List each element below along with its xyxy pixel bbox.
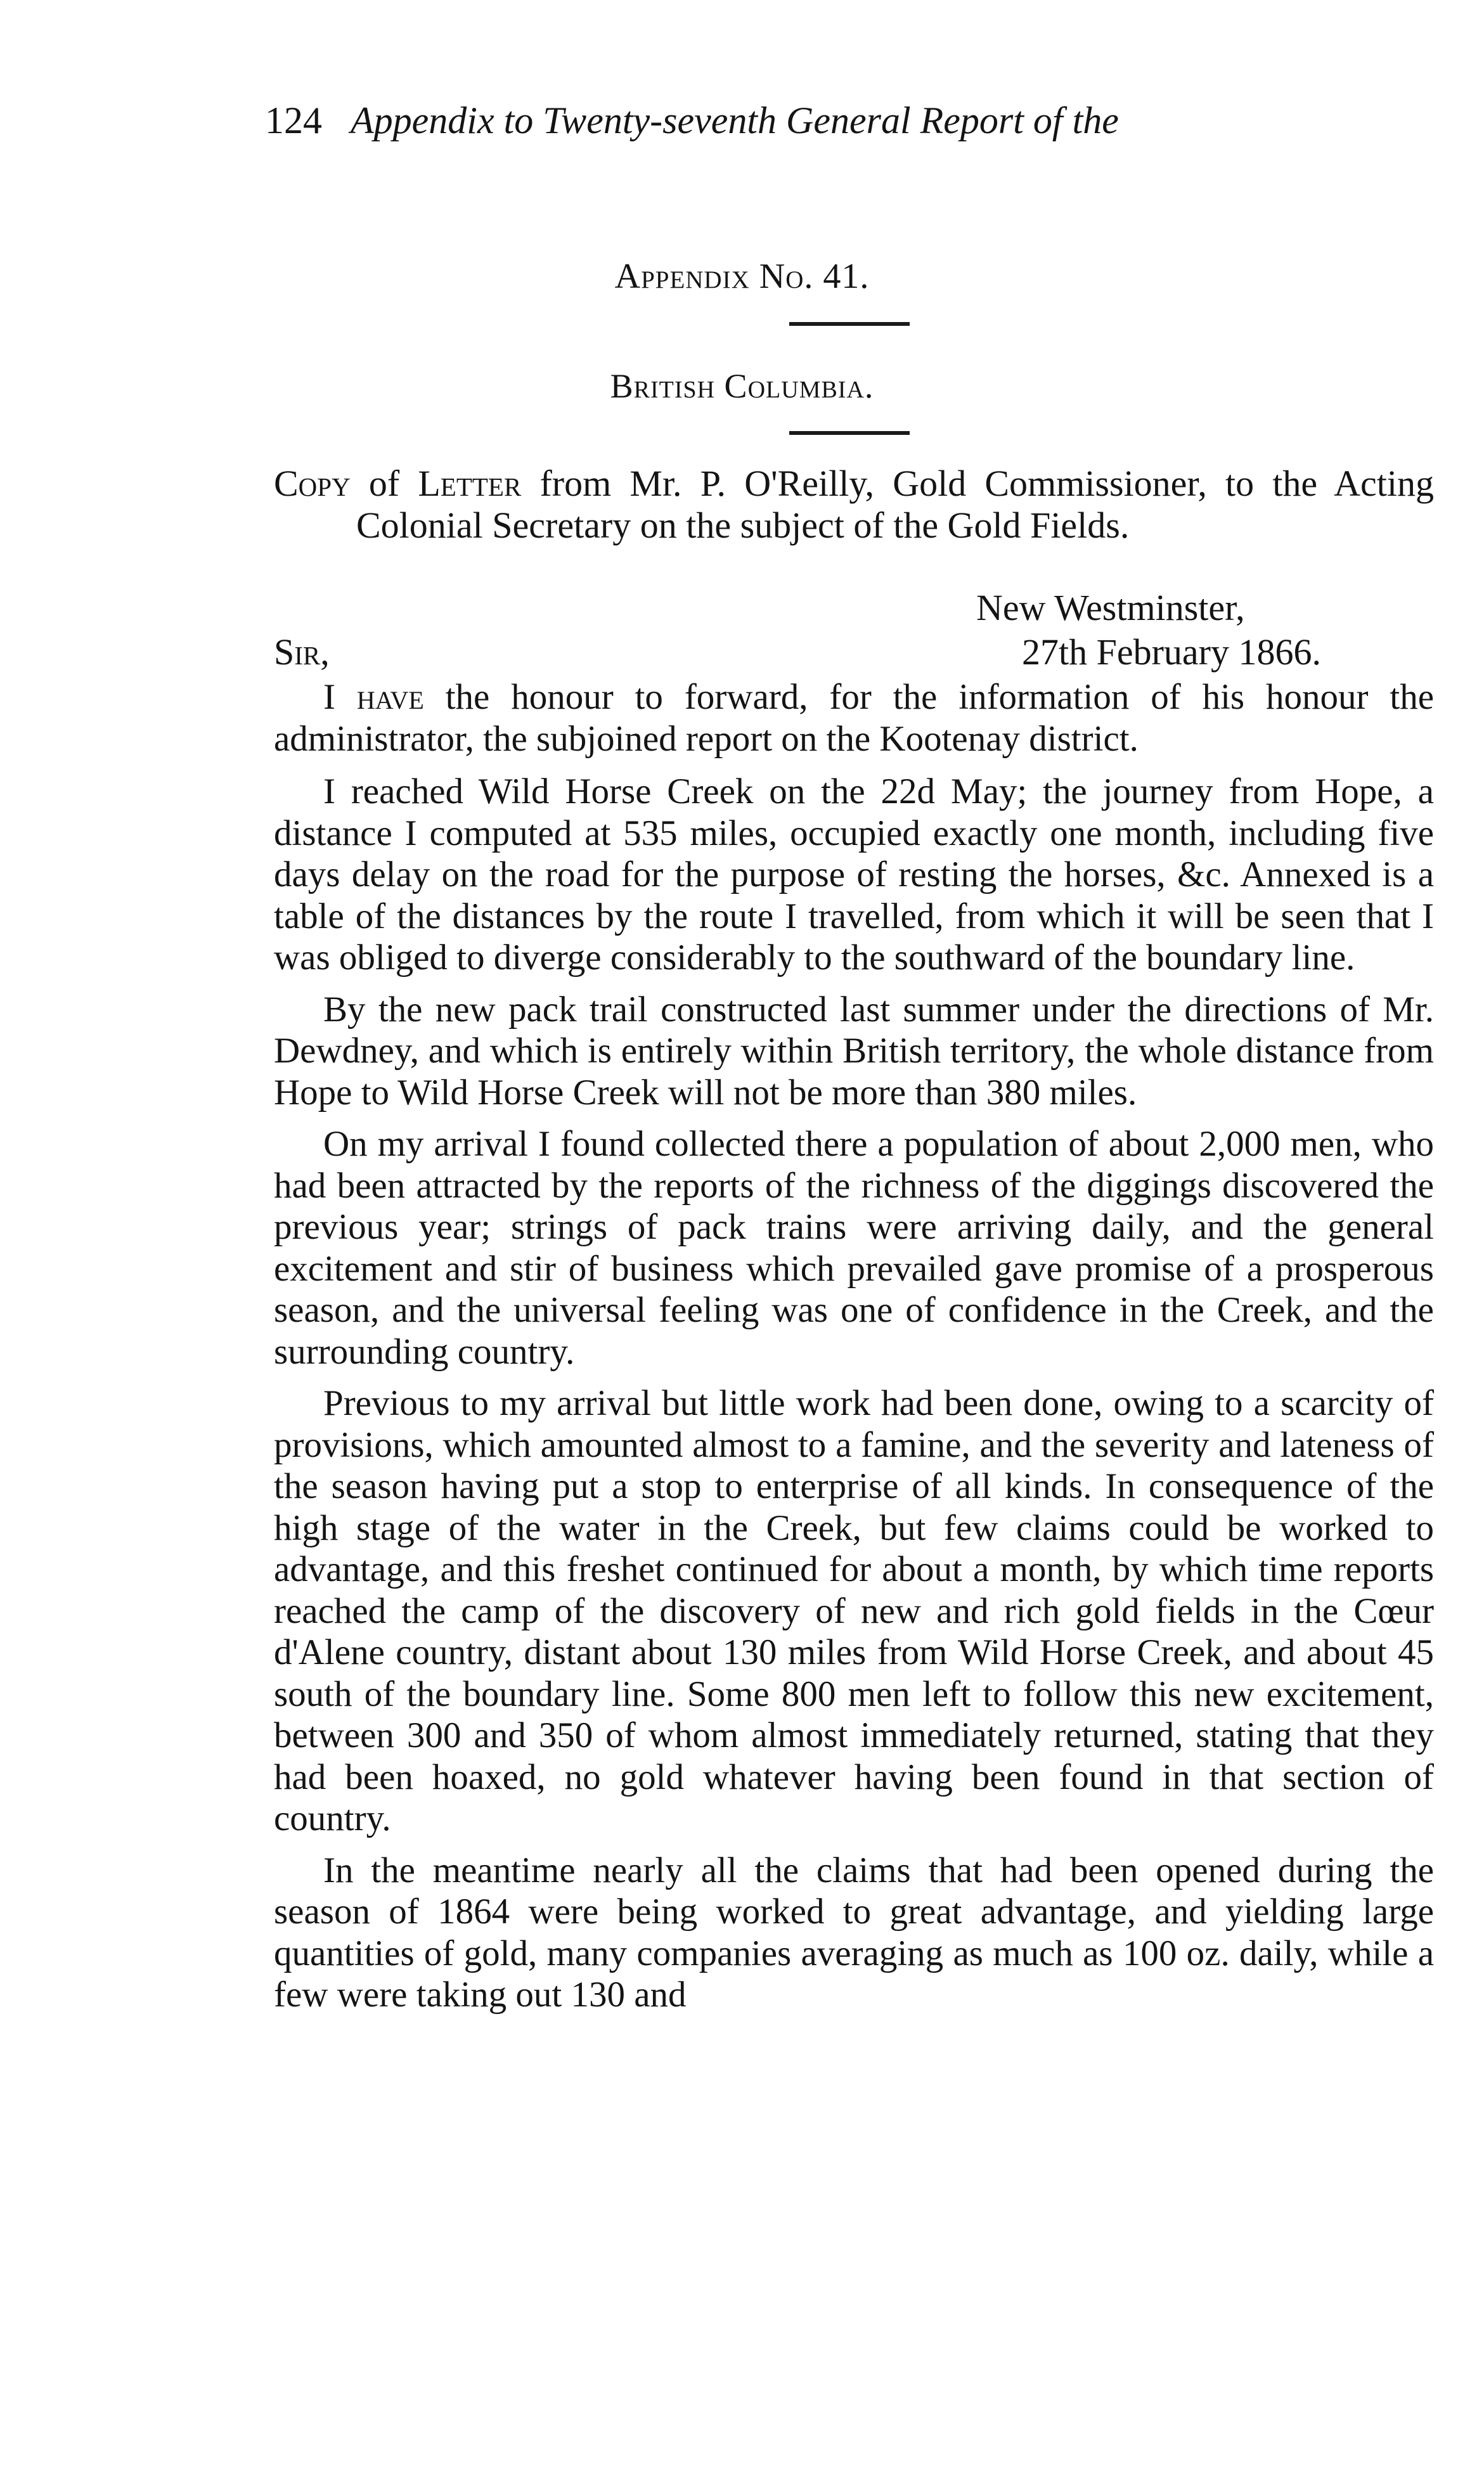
letter-place: New Westminster, <box>976 587 1245 628</box>
letter-title-rest: from Mr. P. O'Reilly, Gold Commissioner, to the Acting Colonial Secretary on the subject of the Gold Fields. <box>356 463 1434 546</box>
running-title: Appendix to Twenty-seventh General Report of the <box>351 100 1119 141</box>
paragraph: I reached Wild Horse Creek on the 22d May; the journey from Hope, a distance I computed at 535 miles, occupied exactly one month, including five days delay on the road for the purpose of resting the horses, &c. Annexed is a table of the distances by the route I travelled, from which it will be seen that I was obliged to diverge considerably to the southward of the boundary line. <box>274 771 1434 978</box>
paragraph: On my arrival I found collected there a population of about 2,000 men, who had been attracted by the reports of the richness of the diggings discovered the previous year; strings of pack trains were arriving daily, and the general excitement and stir of business which prevailed gave promise of a prosperous season, and the universal feeling was one of confidence in the Creek, and the surrounding country. <box>274 1124 1434 1372</box>
page-number: 124 <box>265 100 322 141</box>
paragraph: In the meantime nearly all the claims that had been opened during the season of 1864 were being worked to great advantage, and yielding large quantities of gold, many companies averaging as much as 100 oz. daily, while a few were taking out 130 and <box>274 1850 1434 2015</box>
letter-title-of: of <box>350 463 418 504</box>
heading-rule <box>789 431 910 435</box>
section-heading: British Columbia. <box>610 367 874 405</box>
heading-rule <box>789 322 910 326</box>
letter-title-letter: Letter <box>418 463 522 504</box>
letter-body <box>274 676 1434 2026</box>
paragraph-text: the honour to forward, for the information of his honour the administrator, the subjoined report on the Kootenay district. <box>274 677 1435 759</box>
letter-title <box>274 463 1434 546</box>
paragraph: By the new pack trail constructed last summer under the directions of Mr. Dewdney, and which is entirely within British territory, the whole distance from Hope to Wild Horse Creek will not be more than 380 miles. <box>274 989 1434 1113</box>
paragraph-lead: I have <box>323 677 424 717</box>
appendix-heading: Appendix No. 41. <box>614 257 870 296</box>
paragraph: Previous to my arrival but little work had been done, owing to a scarcity of provisions, which amounted almost to a famine, and the severity and lateness of the season having put a stop to enterprise of all kinds. In consequence of the high stage of the water in the Creek, but few claims could be worked to advantage, and this freshet continued for about a month, by which time reports reached the camp of the discovery of new and rich gold fields in the Cœur d'Alene country, distant about 130 miles from Wild Horse Creek, and about 45 south of the boundary line. Some 800 men left to follow this new excitement, between 300 and 350 of whom almost immediately returned, stating that they had been hoaxed, no gold whatever having been found in that section of country. <box>274 1383 1434 1838</box>
letter-title-copy: Copy <box>274 463 351 504</box>
letter-date: 27th February 1866. <box>1022 631 1321 673</box>
letter-salutation: Sir, <box>274 631 330 673</box>
paragraph <box>274 676 1434 759</box>
running-head <box>265 101 1119 139</box>
